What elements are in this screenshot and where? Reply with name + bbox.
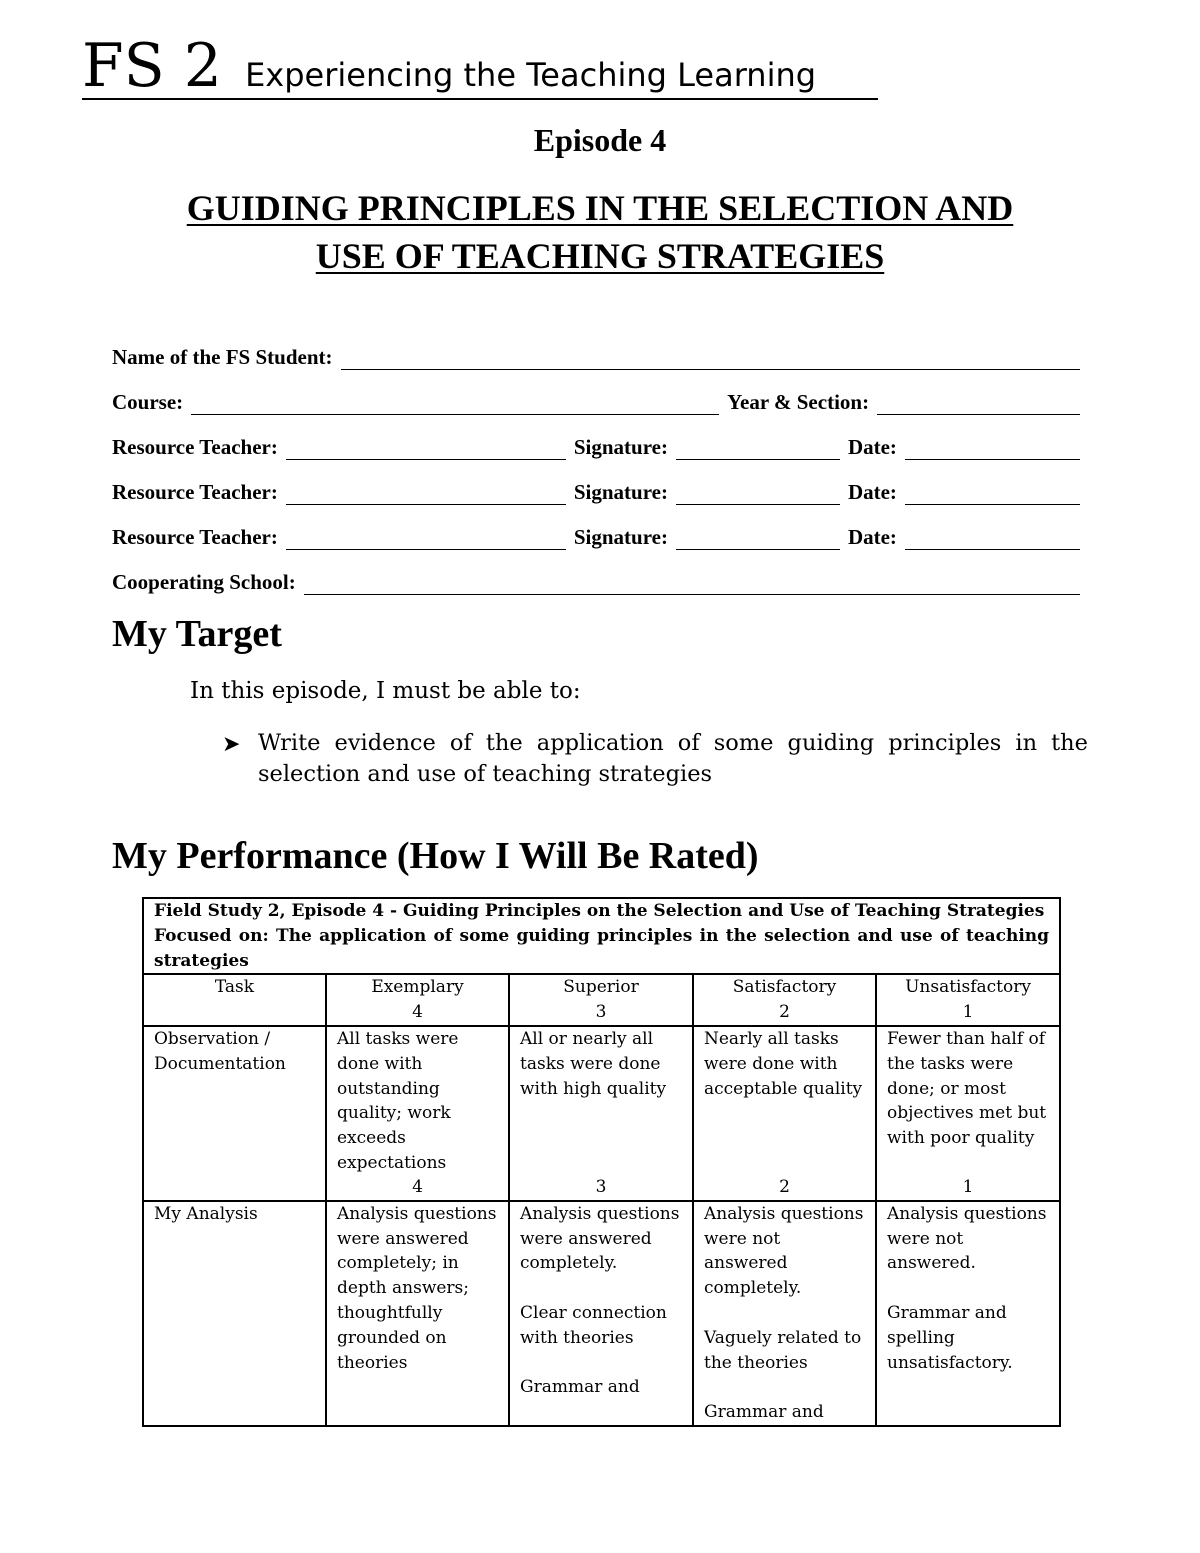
criteria-text: All tasks were done with outstanding quality; work exceeds expectations	[337, 1028, 459, 1173]
rubric-header-cell	[143, 898, 1060, 974]
criteria-cell	[509, 1026, 693, 1201]
criteria-score: 4	[412, 1176, 423, 1197]
student-name-row	[112, 340, 1080, 370]
date-field[interactable]	[905, 527, 1080, 550]
criteria-text: Analysis questions were not answered completely.	[704, 1203, 864, 1299]
rubric-row-observation	[143, 1026, 1060, 1201]
criteria-text: Nearly all tasks were done with acceptable quality	[704, 1028, 863, 1099]
signature-field[interactable]	[676, 527, 840, 550]
date-label: Date:	[847, 525, 897, 549]
level-score: 2	[779, 1002, 790, 1023]
episode-label: Episode 4	[533, 122, 667, 158]
objective-line-2: selection and use of teaching strategies	[258, 761, 713, 787]
cooperating-school-row	[112, 565, 1080, 595]
criteria-text: Vaguely related to the theories	[704, 1327, 862, 1373]
date-field[interactable]	[905, 437, 1080, 460]
resource-teacher-row-3	[112, 520, 1080, 550]
my-target-heading: My Target	[112, 613, 282, 655]
criteria-cell	[876, 1201, 1060, 1426]
rubric-title: Field Study 2, Episode 4 - Guiding Principles on the Selection and Use of Teaching Strategies	[154, 901, 1045, 921]
criteria-text: All or nearly all tasks were done with high quality	[520, 1028, 667, 1099]
criteria-text: Analysis questions were answered completely; in depth answers; thoughtfully grounded on theories	[337, 1203, 497, 1373]
signature-label: Signature:	[573, 480, 668, 504]
course-field[interactable]	[191, 392, 719, 415]
title-line-2: USE OF TEACHING STRATEGIES	[315, 236, 885, 276]
cooperating-school-label: Cooperating School:	[112, 570, 296, 594]
task-cell: My Analysis	[143, 1201, 326, 1426]
level-score: 1	[962, 1002, 974, 1023]
level-score: 3	[595, 1002, 607, 1023]
task-cell: Observation / Documentation	[143, 1026, 326, 1201]
criteria-text: Grammar and	[704, 1402, 824, 1423]
criteria-text: Grammar and spelling unsatisfactory.	[887, 1302, 1013, 1373]
resource-teacher-field[interactable]	[286, 437, 566, 460]
criteria-cell	[326, 1026, 509, 1201]
resource-teacher-field[interactable]	[286, 527, 566, 550]
level-header	[693, 974, 876, 1026]
student-name-label: Name of the FS Student:	[112, 345, 333, 369]
rubric-focus-line-2: strategies	[154, 950, 249, 971]
criteria-cell	[693, 1026, 876, 1201]
rubric-header-row	[143, 898, 1060, 974]
resource-teacher-row-1	[112, 430, 1080, 460]
document-header	[82, 31, 878, 101]
date-field[interactable]	[905, 482, 1080, 505]
target-objective	[258, 728, 1088, 790]
course-code: FS 2	[82, 31, 222, 101]
resource-teacher-label: Resource Teacher:	[112, 480, 278, 504]
level-name: Satisfactory	[732, 977, 837, 998]
rubric-row-analysis	[143, 1201, 1060, 1426]
rubric-focus-line-1: Focused on: The application of some guiding principles in the selection and use of teaching	[154, 925, 1050, 946]
resource-teacher-field[interactable]	[286, 482, 566, 505]
criteria-cell	[509, 1201, 693, 1426]
criteria-score: 3	[595, 1176, 607, 1197]
task-header: Task	[143, 974, 326, 1026]
level-name: Exemplary	[371, 977, 464, 998]
criteria-text: Grammar and	[520, 1377, 640, 1398]
criteria-score: 1	[962, 1176, 974, 1197]
level-score: 4	[412, 1002, 423, 1023]
target-intro: In this episode, I must be able to:	[190, 678, 581, 704]
year-section-field[interactable]	[877, 392, 1080, 415]
resource-teacher-row-2	[112, 475, 1080, 505]
criteria-text: Fewer than half of the tasks were done; or most objectives met but with poor quality	[887, 1028, 1047, 1149]
level-header	[876, 974, 1060, 1026]
criteria-cell	[326, 1201, 509, 1426]
resource-teacher-label: Resource Teacher:	[112, 435, 278, 459]
rubric-table	[142, 897, 1061, 1427]
objective-line-1: Write evidence of the application of some guiding principles in the	[258, 730, 1088, 756]
criteria-text: Analysis questions were not answered.	[887, 1203, 1047, 1274]
criteria-cell	[876, 1026, 1060, 1201]
rubric-levels-row	[143, 974, 1060, 1026]
title-line-1: GUIDING PRINCIPLES IN THE SELECTION AND	[186, 188, 1014, 228]
criteria-score: 2	[779, 1176, 790, 1197]
level-header	[509, 974, 693, 1026]
course-label: Course:	[112, 390, 184, 414]
signature-field[interactable]	[676, 437, 840, 460]
signature-label: Signature:	[573, 525, 668, 549]
my-performance-heading: My Performance (How I Will Be Rated)	[112, 835, 759, 877]
signature-field[interactable]	[676, 482, 840, 505]
criteria-cell	[693, 1201, 876, 1426]
date-label: Date:	[847, 435, 897, 459]
criteria-text: Clear connection with theories	[520, 1302, 667, 1348]
date-label: Date:	[847, 480, 897, 504]
criteria-text: Analysis questions were answered completely.	[520, 1203, 680, 1274]
level-name: Superior	[563, 977, 639, 998]
course-title: Experiencing the Teaching Learning	[245, 56, 817, 94]
student-name-field[interactable]	[341, 347, 1081, 370]
signature-label: Signature:	[573, 435, 668, 459]
cooperating-school-field[interactable]	[304, 572, 1080, 595]
resource-teacher-label: Resource Teacher:	[112, 525, 278, 549]
level-header	[326, 974, 509, 1026]
year-section-label: Year & Section:	[727, 390, 870, 414]
course-row	[112, 385, 1080, 415]
arrow-bullet-icon: ➤	[222, 732, 241, 757]
level-name: Unsatisfactory	[905, 977, 1031, 998]
page-title	[0, 184, 1200, 280]
